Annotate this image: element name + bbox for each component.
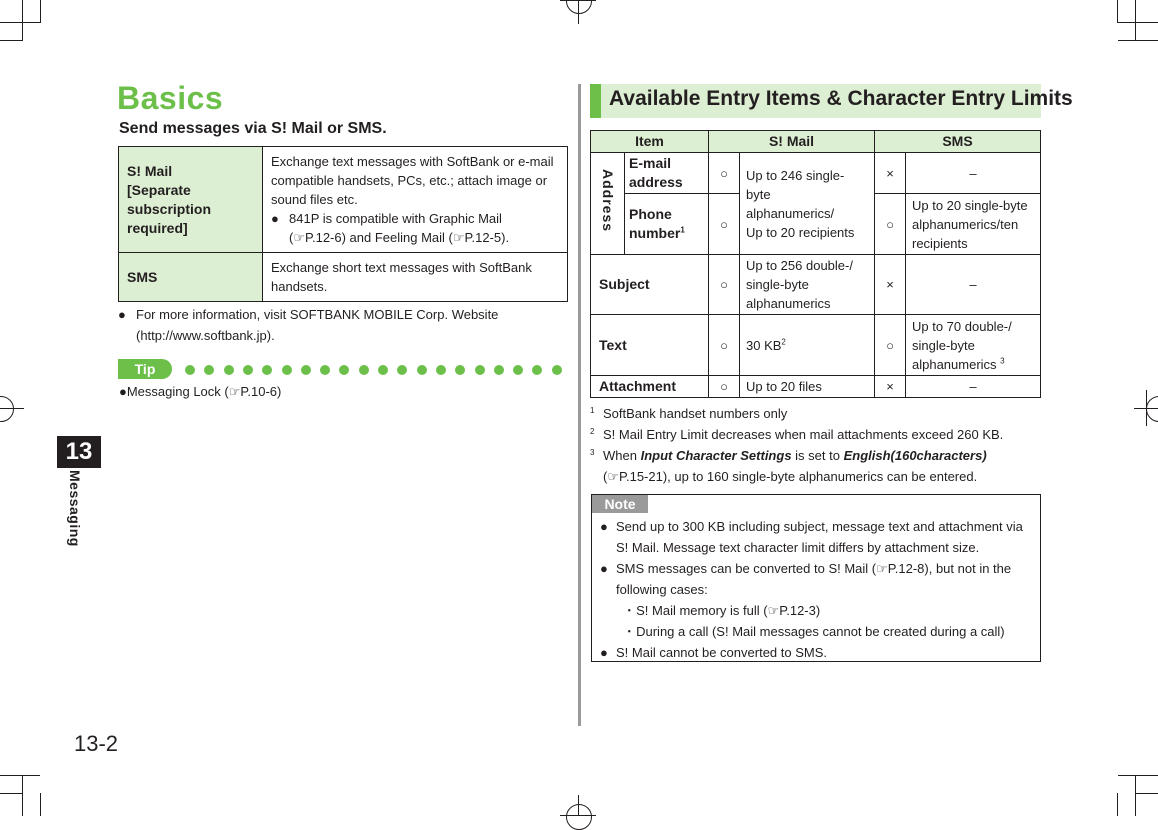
phone-sms-limit: Up to 20 single-byte alphanumerics/ten recipients [906,194,1041,255]
page-number: 13-2 [74,731,119,756]
tip-dot [204,365,214,375]
no-icon: × [875,255,906,315]
tip-item-messaging-lock: ●Messaging Lock (☞P.10-6) [119,384,282,399]
entry-limits-table [590,130,1041,398]
attachment-label: Attachment [591,376,709,398]
note-label: Note [592,495,648,513]
bullet-icon: ● [600,645,608,660]
table-row [591,315,1041,376]
tip-dot [301,365,311,375]
table-row [119,147,568,253]
sms-head-cell: SMS [119,253,263,302]
section-accent-bar [590,84,601,118]
table-row [591,255,1041,315]
bullet-icon: ● [600,561,608,576]
note-item: ● S! Mail cannot be converted to SMS. [600,642,1036,663]
section-title: Available Entry Items & Character Entry Limits [609,87,1073,110]
text-sms-limit: Up to 70 double-/ single-byte alphanumerics $^3$ [906,315,1041,376]
tip-dot [243,365,253,375]
note-item: ● Send up to 300 KB including subject, message text and attachment via [600,516,1036,537]
yes-icon: ○ [709,153,740,194]
bullet-icon: ● [600,519,608,534]
dash-value: – [906,153,1041,194]
text-smail-limit: 30 $KB^2$ [740,315,875,376]
header-sms: SMS [875,131,1041,153]
attachment-smail-limit: Up to 20 files [740,376,875,398]
chapter-label: Messaging [67,470,83,547]
note-box: Note ● Send up to 300 KB including subject, message text and attachment via S! Mail. Message text character limit differs by attachment size. ● SMS messages can be converted to S! Mail (☞P.12-8), but not in the following cases: ･ S! Mail memory is full (☞P.12-3) ･ During a call (S! Mail messages cannot be created during a call) ● S! Mail cannot be converted to SMS. [591,494,1041,662]
dash-value: – [906,255,1041,315]
yes-icon: ○ [709,255,740,315]
email-label: E-mail [629,155,672,171]
tip-dot [494,365,504,375]
website-info: ● For more information, visit SOFTBANK MOBILE Corp. Website (http://www.softbank.jp). [118,304,558,346]
tip-bar [118,358,570,380]
yes-icon: ○ [709,315,740,376]
tip-dot [224,365,234,375]
address-label: Address [591,153,625,255]
bullet-icon: ● [118,307,126,322]
tip-dot [513,365,523,375]
chapter-number-tab: 13 [57,436,101,468]
smail-head-cell: S! Mail [Separate subscription required] [119,147,263,253]
bullet-icon: ● [271,211,279,226]
basics-table [118,146,568,302]
basics-subtitle: Send messages via S! Mail or SMS. [119,120,387,137]
footnote: 1 SoftBank handset numbers only [590,406,788,421]
tip-dot [552,365,562,375]
basics-title: Basics [117,80,224,116]
text-label: Text [591,315,709,376]
address-smail-limit: Up to 246 single-byte alphanumerics/ Up to 20 recipients [740,153,875,255]
subject-smail-limit: Up to 256 double-/ single-byte alphanumerics [740,255,875,315]
note-sub-item: ･ During a call (S! Mail messages cannot be created during a call) [626,624,1005,639]
table-header-row [591,131,1041,153]
tip-dot [339,365,349,375]
section-header [590,84,1073,118]
tip-dot [185,365,195,375]
header-smail: S! Mail [709,131,875,153]
subject-label: Subject [591,255,709,315]
dash-value: – [906,376,1041,398]
yes-icon: ○ [709,194,740,255]
yes-icon: ○ [875,315,906,376]
table-row: Phone number$^1$ ○ ○ Up to 20 single-byte alphanumerics/ten recipients [591,194,1041,255]
header-item: Item [591,131,709,153]
tip-dot [262,365,272,375]
table-row: Address E-mail address ○ Up to 246 single-byte alphanumerics/ Up to 20 recipients × – [591,153,1041,194]
tip-dot [320,365,330,375]
table-row [591,376,1041,398]
note-item: ● SMS messages can be converted to S! Mail (☞P.12-8), but not in the [600,558,1036,579]
tip-dot [436,365,446,375]
footnotes [590,403,1040,487]
tip-label: Tip [118,359,172,379]
column-divider [578,84,581,726]
footnote: 2 S! Mail Entry Limit decreases when mail attachments exceed 260 KB. [590,427,1004,442]
footnote: 3 When Input Character Settings is set to English(160characters) (☞P.15-21), up to 160 single-byte alphanumerics can be entered. [590,448,987,484]
phone-label: Phone [629,206,672,222]
tip-dot [455,365,465,375]
tip-dot [475,365,485,375]
tip-dot [378,365,388,375]
yes-icon: ○ [709,376,740,398]
yes-icon: ○ [875,194,906,255]
tip-dot [397,365,407,375]
tip-dot [282,365,292,375]
tip-dot [359,365,369,375]
smail-desc-cell: Exchange text messages with SoftBank or e-mail compatible handsets, PCs, etc.; attach image or sound files etc. ● 841P is compatible with Graphic Mail (☞P.12-6) and Feeling Mail (☞P.12-5). [263,147,568,253]
no-icon: × [875,376,906,398]
sms-desc-cell: Exchange short text messages with SoftBank handsets. [263,253,568,302]
table-row [119,253,568,302]
note-sub-item: ･ S! Mail memory is full (☞P.12-3) [626,603,821,618]
tip-dot [532,365,542,375]
tip-dot [417,365,427,375]
no-icon: × [875,153,906,194]
